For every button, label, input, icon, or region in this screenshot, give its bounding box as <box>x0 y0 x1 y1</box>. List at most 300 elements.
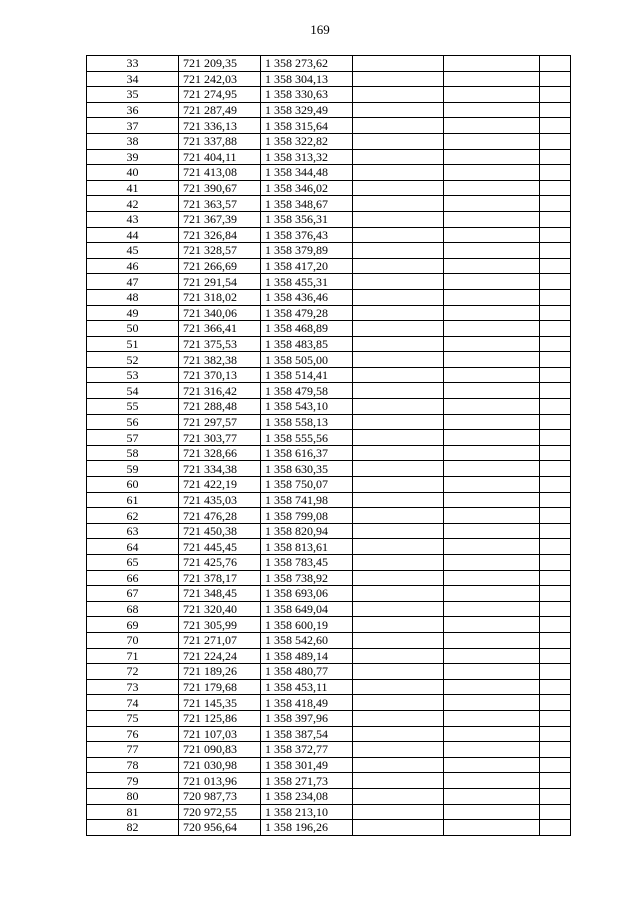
empty-cell <box>540 336 571 352</box>
empty-cell <box>353 492 444 508</box>
table-row <box>87 211 571 227</box>
empty-cell <box>353 508 444 524</box>
point-number-cell: 71 <box>87 648 179 664</box>
empty-cell <box>444 539 540 555</box>
y-coordinate-cell: 1 358 329,49 <box>261 102 353 118</box>
point-number-cell: 35 <box>87 87 179 103</box>
point-number-cell: 63 <box>87 523 179 539</box>
table-row <box>87 477 571 493</box>
table-row <box>87 352 571 368</box>
x-coordinate-cell: 721 404,11 <box>179 149 261 165</box>
empty-cell <box>353 539 444 555</box>
empty-cell <box>540 399 571 415</box>
empty-cell <box>444 586 540 602</box>
point-number-cell: 48 <box>87 289 179 305</box>
point-number-cell: 77 <box>87 742 179 758</box>
x-coordinate-cell: 721 378,17 <box>179 570 261 586</box>
empty-cell <box>444 710 540 726</box>
empty-cell <box>540 305 571 321</box>
empty-cell <box>444 430 540 446</box>
y-coordinate-cell: 1 358 489,14 <box>261 648 353 664</box>
empty-cell <box>540 570 571 586</box>
point-number-cell: 67 <box>87 586 179 602</box>
empty-cell <box>353 664 444 680</box>
table-row <box>87 321 571 337</box>
empty-cell <box>353 336 444 352</box>
x-coordinate-cell: 721 328,66 <box>179 445 261 461</box>
point-number-cell: 45 <box>87 243 179 259</box>
empty-cell <box>353 445 444 461</box>
y-coordinate-cell: 1 358 555,56 <box>261 430 353 446</box>
empty-cell <box>444 56 540 72</box>
empty-cell <box>444 71 540 87</box>
point-number-cell: 68 <box>87 601 179 617</box>
table-row <box>87 679 571 695</box>
point-number-cell: 66 <box>87 570 179 586</box>
table-row <box>87 102 571 118</box>
empty-cell <box>540 492 571 508</box>
empty-cell <box>444 555 540 571</box>
point-number-cell: 82 <box>87 820 179 836</box>
y-coordinate-cell: 1 358 346,02 <box>261 180 353 196</box>
point-number-cell: 39 <box>87 149 179 165</box>
empty-cell <box>444 258 540 274</box>
table-row <box>87 227 571 243</box>
empty-cell <box>444 227 540 243</box>
table-row <box>87 788 571 804</box>
table-row <box>87 430 571 446</box>
x-coordinate-cell: 720 987,73 <box>179 788 261 804</box>
y-coordinate-cell: 1 358 387,54 <box>261 726 353 742</box>
empty-cell <box>540 211 571 227</box>
y-coordinate-cell: 1 358 330,63 <box>261 87 353 103</box>
x-coordinate-cell: 720 972,55 <box>179 804 261 820</box>
empty-cell <box>540 508 571 524</box>
empty-cell <box>540 523 571 539</box>
empty-cell <box>353 305 444 321</box>
y-coordinate-cell: 1 358 558,13 <box>261 414 353 430</box>
point-number-cell: 38 <box>87 133 179 149</box>
empty-cell <box>444 367 540 383</box>
y-coordinate-cell: 1 358 348,67 <box>261 196 353 212</box>
table-row <box>87 492 571 508</box>
empty-cell <box>540 586 571 602</box>
empty-cell <box>444 336 540 352</box>
point-number-cell: 46 <box>87 258 179 274</box>
y-coordinate-cell: 1 358 234,08 <box>261 788 353 804</box>
point-number-cell: 53 <box>87 367 179 383</box>
x-coordinate-cell: 721 266,69 <box>179 258 261 274</box>
point-number-cell: 37 <box>87 118 179 134</box>
point-number-cell: 69 <box>87 617 179 633</box>
empty-cell <box>444 133 540 149</box>
empty-cell <box>540 87 571 103</box>
point-number-cell: 80 <box>87 788 179 804</box>
empty-cell <box>540 710 571 726</box>
empty-cell <box>444 399 540 415</box>
empty-cell <box>540 617 571 633</box>
empty-cell <box>444 196 540 212</box>
table-row <box>87 336 571 352</box>
empty-cell <box>540 102 571 118</box>
x-coordinate-cell: 721 382,38 <box>179 352 261 368</box>
empty-cell <box>353 461 444 477</box>
empty-cell <box>353 133 444 149</box>
x-coordinate-cell: 721 305,99 <box>179 617 261 633</box>
empty-cell <box>540 773 571 789</box>
y-coordinate-cell: 1 358 315,64 <box>261 118 353 134</box>
empty-cell <box>444 243 540 259</box>
x-coordinate-cell: 721 271,07 <box>179 632 261 648</box>
x-coordinate-cell: 721 413,08 <box>179 165 261 181</box>
table-row <box>87 632 571 648</box>
empty-cell <box>444 87 540 103</box>
point-number-cell: 50 <box>87 321 179 337</box>
table-row <box>87 305 571 321</box>
x-coordinate-cell: 721 476,28 <box>179 508 261 524</box>
table-row <box>87 180 571 196</box>
table-row <box>87 414 571 430</box>
table-row <box>87 804 571 820</box>
empty-cell <box>540 274 571 290</box>
empty-cell <box>540 321 571 337</box>
empty-cell <box>353 632 444 648</box>
empty-cell <box>353 102 444 118</box>
x-coordinate-cell: 721 287,49 <box>179 102 261 118</box>
empty-cell <box>540 430 571 446</box>
empty-cell <box>540 477 571 493</box>
x-coordinate-cell: 721 291,54 <box>179 274 261 290</box>
point-number-cell: 40 <box>87 165 179 181</box>
x-coordinate-cell: 721 145,35 <box>179 695 261 711</box>
empty-cell <box>540 118 571 134</box>
x-coordinate-cell: 721 425,76 <box>179 555 261 571</box>
x-coordinate-cell: 721 030,98 <box>179 757 261 773</box>
coordinates-table <box>86 55 571 836</box>
table-row <box>87 757 571 773</box>
empty-cell <box>444 211 540 227</box>
empty-cell <box>353 523 444 539</box>
page-number: 169 <box>310 22 330 37</box>
point-number-cell: 62 <box>87 508 179 524</box>
point-number-cell: 57 <box>87 430 179 446</box>
empty-cell <box>353 679 444 695</box>
x-coordinate-cell: 721 336,13 <box>179 118 261 134</box>
empty-cell <box>540 555 571 571</box>
x-coordinate-cell: 721 390,67 <box>179 180 261 196</box>
empty-cell <box>353 399 444 415</box>
empty-cell <box>444 742 540 758</box>
table-row <box>87 445 571 461</box>
point-number-cell: 43 <box>87 211 179 227</box>
empty-cell <box>444 180 540 196</box>
table-row <box>87 87 571 103</box>
point-number-cell: 47 <box>87 274 179 290</box>
empty-cell <box>444 679 540 695</box>
y-coordinate-cell: 1 358 542,60 <box>261 632 353 648</box>
table-row <box>87 383 571 399</box>
x-coordinate-cell: 721 303,77 <box>179 430 261 446</box>
y-coordinate-cell: 1 358 750,07 <box>261 477 353 493</box>
empty-cell <box>444 289 540 305</box>
table-row <box>87 508 571 524</box>
table-row <box>87 258 571 274</box>
table-row <box>87 695 571 711</box>
x-coordinate-cell: 721 337,88 <box>179 133 261 149</box>
empty-cell <box>444 757 540 773</box>
x-coordinate-cell: 721 224,24 <box>179 648 261 664</box>
y-coordinate-cell: 1 358 738,92 <box>261 570 353 586</box>
table-row <box>87 664 571 680</box>
y-coordinate-cell: 1 358 453,11 <box>261 679 353 695</box>
x-coordinate-cell: 721 326,84 <box>179 227 261 243</box>
table-row <box>87 742 571 758</box>
empty-cell <box>353 87 444 103</box>
point-number-cell: 79 <box>87 773 179 789</box>
empty-cell <box>353 601 444 617</box>
table-row <box>87 399 571 415</box>
x-coordinate-cell: 721 375,53 <box>179 336 261 352</box>
point-number-cell: 51 <box>87 336 179 352</box>
y-coordinate-cell: 1 358 483,85 <box>261 336 353 352</box>
table-row <box>87 555 571 571</box>
empty-cell <box>353 710 444 726</box>
y-coordinate-cell: 1 358 356,31 <box>261 211 353 227</box>
y-coordinate-cell: 1 358 783,45 <box>261 555 353 571</box>
table-row <box>87 820 571 836</box>
x-coordinate-cell: 721 189,26 <box>179 664 261 680</box>
empty-cell <box>444 773 540 789</box>
empty-cell <box>540 180 571 196</box>
y-coordinate-cell: 1 358 417,20 <box>261 258 353 274</box>
empty-cell <box>444 477 540 493</box>
x-coordinate-cell: 721 274,95 <box>179 87 261 103</box>
empty-cell <box>353 773 444 789</box>
empty-cell <box>540 695 571 711</box>
point-number-cell: 34 <box>87 71 179 87</box>
empty-cell <box>353 352 444 368</box>
x-coordinate-cell: 721 179,68 <box>179 679 261 695</box>
y-coordinate-cell: 1 358 372,77 <box>261 742 353 758</box>
table-row <box>87 118 571 134</box>
empty-cell <box>540 367 571 383</box>
empty-cell <box>540 227 571 243</box>
x-coordinate-cell: 721 107,03 <box>179 726 261 742</box>
empty-cell <box>353 71 444 87</box>
empty-cell <box>353 804 444 820</box>
x-coordinate-cell: 721 328,57 <box>179 243 261 259</box>
empty-cell <box>540 289 571 305</box>
y-coordinate-cell: 1 358 196,26 <box>261 820 353 836</box>
empty-cell <box>353 742 444 758</box>
empty-cell <box>540 414 571 430</box>
table-row <box>87 523 571 539</box>
y-coordinate-cell: 1 358 379,89 <box>261 243 353 259</box>
y-coordinate-cell: 1 358 313,32 <box>261 149 353 165</box>
y-coordinate-cell: 1 358 273,62 <box>261 56 353 72</box>
x-coordinate-cell: 721 370,13 <box>179 367 261 383</box>
y-coordinate-cell: 1 358 543,10 <box>261 399 353 415</box>
x-coordinate-cell: 721 320,40 <box>179 601 261 617</box>
point-number-cell: 65 <box>87 555 179 571</box>
point-number-cell: 55 <box>87 399 179 415</box>
y-coordinate-cell: 1 358 436,46 <box>261 289 353 305</box>
empty-cell <box>540 71 571 87</box>
empty-cell <box>444 820 540 836</box>
empty-cell <box>353 274 444 290</box>
empty-cell <box>353 227 444 243</box>
empty-cell <box>353 788 444 804</box>
empty-cell <box>540 726 571 742</box>
table-row <box>87 710 571 726</box>
empty-cell <box>444 165 540 181</box>
empty-cell <box>540 352 571 368</box>
empty-cell <box>540 445 571 461</box>
empty-cell <box>353 118 444 134</box>
point-number-cell: 41 <box>87 180 179 196</box>
x-coordinate-cell: 721 340,06 <box>179 305 261 321</box>
point-number-cell: 42 <box>87 196 179 212</box>
empty-cell <box>353 56 444 72</box>
point-number-cell: 72 <box>87 664 179 680</box>
empty-cell <box>444 383 540 399</box>
y-coordinate-cell: 1 358 397,96 <box>261 710 353 726</box>
x-coordinate-cell: 721 422,19 <box>179 477 261 493</box>
x-coordinate-cell: 721 318,02 <box>179 289 261 305</box>
point-number-cell: 44 <box>87 227 179 243</box>
y-coordinate-cell: 1 358 630,35 <box>261 461 353 477</box>
y-coordinate-cell: 1 358 344,48 <box>261 165 353 181</box>
y-coordinate-cell: 1 358 820,94 <box>261 523 353 539</box>
table-row <box>87 648 571 664</box>
point-number-cell: 74 <box>87 695 179 711</box>
empty-cell <box>540 461 571 477</box>
table-row <box>87 165 571 181</box>
empty-cell <box>353 757 444 773</box>
empty-cell <box>353 695 444 711</box>
empty-cell <box>540 742 571 758</box>
empty-cell <box>444 695 540 711</box>
x-coordinate-cell: 721 445,45 <box>179 539 261 555</box>
empty-cell <box>353 726 444 742</box>
empty-cell <box>540 165 571 181</box>
empty-cell <box>444 492 540 508</box>
x-coordinate-cell: 721 366,41 <box>179 321 261 337</box>
empty-cell <box>540 56 571 72</box>
empty-cell <box>353 180 444 196</box>
empty-cell <box>540 648 571 664</box>
point-number-cell: 61 <box>87 492 179 508</box>
empty-cell <box>540 258 571 274</box>
empty-cell <box>540 383 571 399</box>
x-coordinate-cell: 721 367,39 <box>179 211 261 227</box>
empty-cell <box>353 165 444 181</box>
point-number-cell: 36 <box>87 102 179 118</box>
empty-cell <box>444 601 540 617</box>
point-number-cell: 59 <box>87 461 179 477</box>
empty-cell <box>353 211 444 227</box>
y-coordinate-cell: 1 358 480,77 <box>261 664 353 680</box>
y-coordinate-cell: 1 358 649,04 <box>261 601 353 617</box>
table-row <box>87 586 571 602</box>
x-coordinate-cell: 721 334,38 <box>179 461 261 477</box>
table-row <box>87 274 571 290</box>
empty-cell <box>353 430 444 446</box>
empty-cell <box>353 477 444 493</box>
empty-cell <box>444 461 540 477</box>
x-coordinate-cell: 721 450,38 <box>179 523 261 539</box>
empty-cell <box>540 820 571 836</box>
empty-cell <box>353 289 444 305</box>
x-coordinate-cell: 720 956,64 <box>179 820 261 836</box>
table-row <box>87 367 571 383</box>
empty-cell <box>444 804 540 820</box>
y-coordinate-cell: 1 358 468,89 <box>261 321 353 337</box>
empty-cell <box>444 788 540 804</box>
table-row <box>87 133 571 149</box>
empty-cell <box>540 149 571 165</box>
table-row <box>87 570 571 586</box>
empty-cell <box>444 508 540 524</box>
empty-cell <box>444 632 540 648</box>
empty-cell <box>540 788 571 804</box>
empty-cell <box>444 118 540 134</box>
empty-cell <box>540 804 571 820</box>
empty-cell <box>353 570 444 586</box>
empty-cell <box>444 305 540 321</box>
point-number-cell: 56 <box>87 414 179 430</box>
empty-cell <box>540 196 571 212</box>
empty-cell <box>444 149 540 165</box>
y-coordinate-cell: 1 358 799,08 <box>261 508 353 524</box>
y-coordinate-cell: 1 358 505,00 <box>261 352 353 368</box>
empty-cell <box>444 617 540 633</box>
point-number-cell: 58 <box>87 445 179 461</box>
empty-cell <box>353 414 444 430</box>
table-row <box>87 243 571 259</box>
x-coordinate-cell: 721 090,83 <box>179 742 261 758</box>
empty-cell <box>353 196 444 212</box>
point-number-cell: 60 <box>87 477 179 493</box>
empty-cell <box>353 586 444 602</box>
table-row <box>87 726 571 742</box>
y-coordinate-cell: 1 358 693,06 <box>261 586 353 602</box>
table-row <box>87 617 571 633</box>
empty-cell <box>353 367 444 383</box>
x-coordinate-cell: 721 125,86 <box>179 710 261 726</box>
point-number-cell: 78 <box>87 757 179 773</box>
point-number-cell: 54 <box>87 383 179 399</box>
y-coordinate-cell: 1 358 271,73 <box>261 773 353 789</box>
empty-cell <box>444 726 540 742</box>
empty-cell <box>353 258 444 274</box>
point-number-cell: 70 <box>87 632 179 648</box>
point-number-cell: 49 <box>87 305 179 321</box>
x-coordinate-cell: 721 316,42 <box>179 383 261 399</box>
table-row <box>87 539 571 555</box>
point-number-cell: 73 <box>87 679 179 695</box>
point-number-cell: 52 <box>87 352 179 368</box>
y-coordinate-cell: 1 358 376,43 <box>261 227 353 243</box>
y-coordinate-cell: 1 358 455,31 <box>261 274 353 290</box>
empty-cell <box>353 820 444 836</box>
empty-cell <box>444 648 540 664</box>
y-coordinate-cell: 1 358 813,61 <box>261 539 353 555</box>
table-row <box>87 56 571 72</box>
empty-cell <box>540 757 571 773</box>
x-coordinate-cell: 721 242,03 <box>179 71 261 87</box>
x-coordinate-cell: 721 348,45 <box>179 586 261 602</box>
